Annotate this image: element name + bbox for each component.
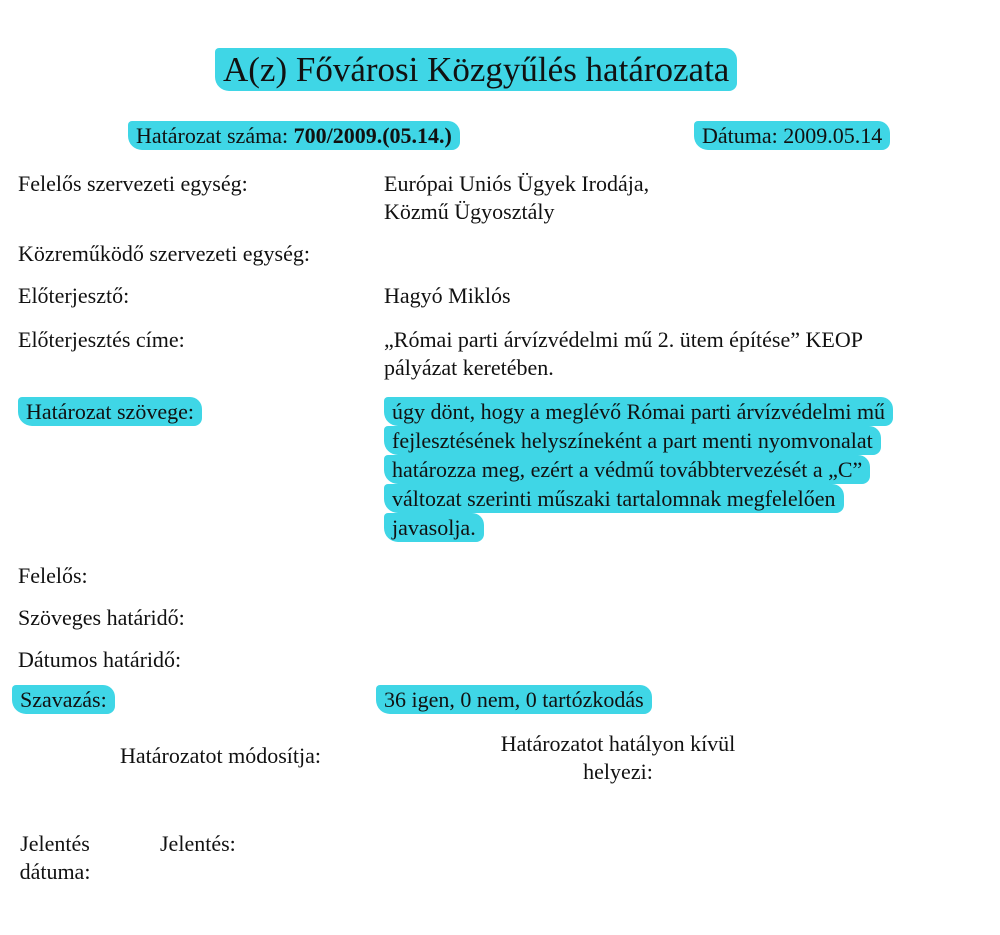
responsible-label: Felelős:	[18, 563, 88, 588]
modifies-label: Határozatot módosítja:	[120, 743, 321, 768]
resolution-text-line-2-highlight: fejlesztésének helyszíneként a part menti nyomvonalat	[384, 426, 881, 455]
report-date-line-2: dátuma:	[19, 859, 91, 884]
document-title	[215, 48, 737, 92]
cooperating-unit-label: Közreműködő szervezeti egység:	[18, 241, 310, 266]
proposer-label: Előterjesztő:	[18, 283, 130, 308]
resolution-text-line-5-highlight: javasolja.	[384, 513, 484, 542]
resolution-text-line-4-highlight: változat szerinti műszaki tartalomnak megfelelően	[384, 484, 844, 513]
proposal-title-line-2: pályázat keretében.	[384, 355, 554, 380]
repeals-line-1: Határozatot hatályon kívül	[500, 731, 736, 756]
resolution-text-line-5	[384, 514, 484, 542]
resolution-text-line-3-highlight: határozza meg, ezért a védmű továbbtervezését a „C”	[384, 455, 870, 484]
resolution-date-label: Dátuma:	[702, 123, 784, 148]
report-label: Jelentés:	[160, 831, 236, 856]
resolution-number-label: Határozat száma:	[136, 123, 294, 148]
responsible-unit-line-1: Európai Uniós Ügyek Irodája,	[384, 171, 650, 196]
resolution-text-label-highlight: Határozat szövege:	[18, 397, 202, 426]
title-highlight: A(z) Fővárosi Közgyűlés határozata	[215, 48, 737, 91]
resolution-text-line-1	[384, 398, 893, 426]
vote-value-highlight: 36 igen, 0 nem, 0 tartózkodás	[376, 685, 652, 714]
text-deadline-label: Szöveges határidő:	[18, 605, 185, 630]
vote-value	[376, 686, 652, 714]
vote-label-highlight: Szavazás:	[12, 685, 115, 714]
resolution-text-line-4	[384, 485, 844, 513]
resolution-date-highlight	[694, 121, 890, 150]
resolution-date	[694, 122, 890, 150]
resolution-number-highlight	[128, 121, 460, 150]
resolution-number	[128, 122, 460, 150]
resolution-date-value: 2009.05.14	[783, 123, 883, 148]
date-deadline-label: Dátumos határidő:	[18, 647, 182, 672]
proposal-title-label: Előterjesztés címe:	[18, 327, 185, 352]
resolution-text-line-3	[384, 456, 870, 484]
report-date-line-1: Jelentés	[20, 831, 90, 856]
report-date-label	[10, 830, 100, 886]
responsible-unit-line-2: Közmű Ügyosztály	[384, 199, 555, 224]
resolution-text-label	[18, 398, 202, 426]
proposer-value: Hagyó Miklós	[384, 283, 511, 308]
resolution-text-line-1-highlight: úgy dönt, hogy a meglévő Római parti árvízvédelmi mű	[384, 397, 893, 426]
repeals-line-2: helyezi:	[583, 759, 653, 784]
resolution-text-line-2	[384, 427, 881, 455]
resolution-number-value: 700/2009.(05.14.)	[293, 123, 452, 148]
vote-label	[12, 686, 115, 714]
repeals-label	[478, 730, 758, 786]
responsible-unit-label: Felelős szervezeti egység:	[18, 171, 248, 196]
proposal-title-line-1: „Római parti árvízvédelmi mű 2. ütem építése” KEOP	[384, 327, 863, 352]
